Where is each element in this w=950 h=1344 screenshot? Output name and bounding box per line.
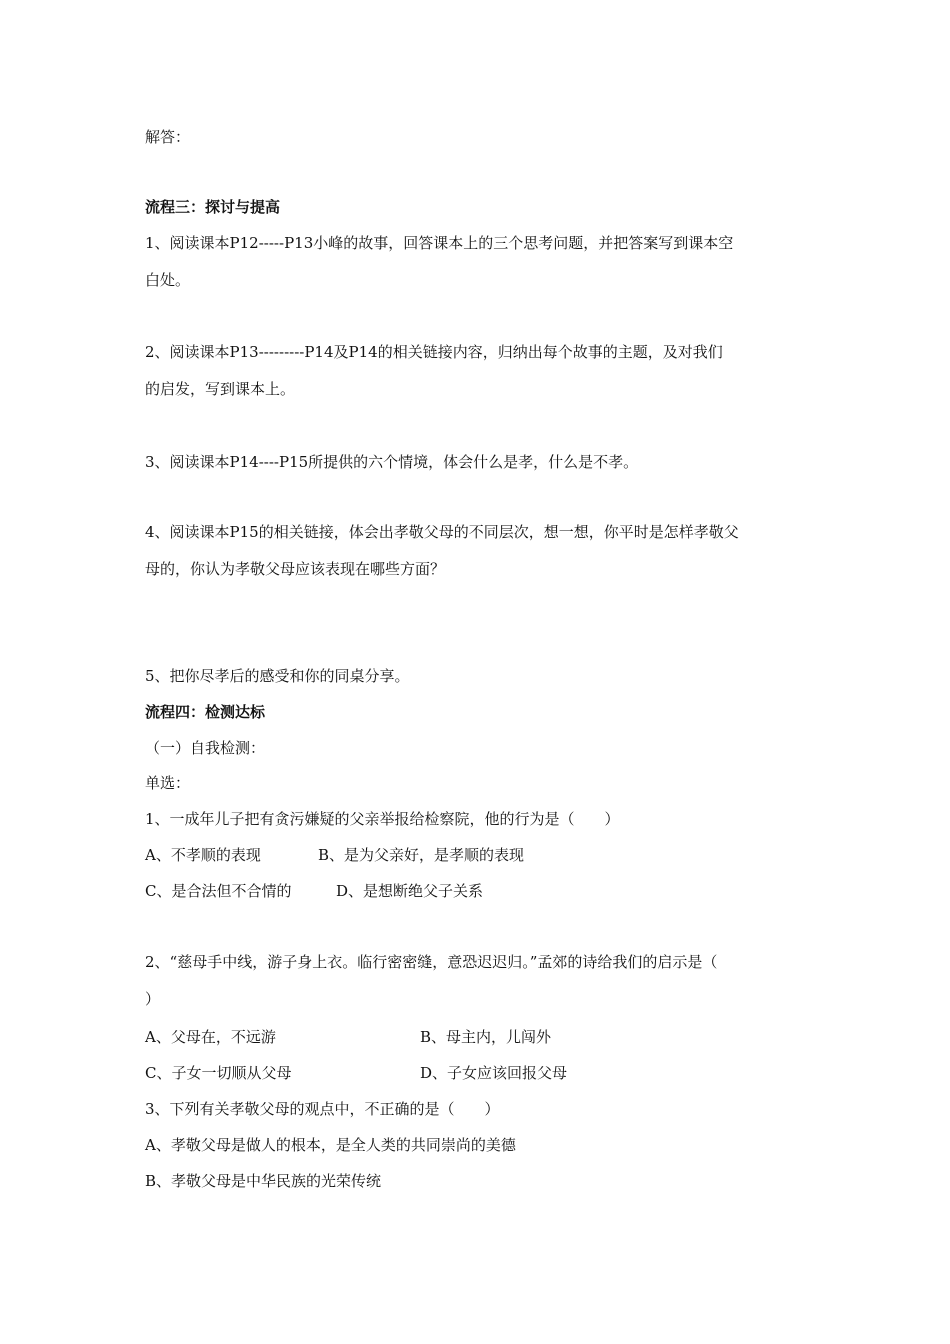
item4-line2: 母的，你认为孝敬父母应该表现在哪些方面？ — [145, 560, 446, 578]
q2-option-a: A、父母在，不远游 — [145, 1028, 276, 1046]
q1-stem: 1、一成年儿子把有贪污嫌疑的父亲举报给检察院，他的行为是（ ） — [145, 810, 620, 828]
q2-option-d: D、子女应该回报父母 — [420, 1064, 568, 1082]
item2-line1: 2、阅读课本P13---------P14及P14的相关链接内容，归纳出每个故事的主题，及对我们 — [145, 343, 723, 361]
item1-line1: 1、阅读课本P12-----P13小峰的故事，回答课本上的三个思考问题，并把答案写到课本空 — [145, 234, 734, 252]
item3-line1: 3、阅读课本P14----P15所提供的六个情境，体会什么是孝，什么是不孝。 — [145, 453, 639, 471]
item1-line2: 白处。 — [145, 271, 191, 289]
q2-stem-line1: 2、“慈母手中线，游子身上衣。临行密密缝，意恐迟迟归。”孟郊的诗给我们的启示是（ — [145, 953, 718, 971]
q3-option-b: B、孝敬父母是中华民族的光荣传统 — [145, 1172, 382, 1190]
q3-stem: 3、下列有关孝敬父母的观点中，不正确的是（ ） — [145, 1100, 500, 1118]
q1-option-b: B、是为父亲好，是孝顺的表现 — [318, 846, 525, 864]
section4-heading: 流程四：检测达标 — [145, 703, 266, 721]
section4-subheading: （一）自我检测： — [145, 739, 266, 757]
q1-option-a: A、不孝顺的表现 — [145, 846, 261, 864]
q1-option-c: C、是合法但不合情的 — [145, 882, 292, 900]
item5-line1: 5、把你尽孝后的感受和你的同桌分享。 — [145, 667, 410, 685]
q2-option-b: B、母主内，儿闯外 — [420, 1028, 552, 1046]
q3-option-a: A、孝敬父母是做人的根本，是全人类的共同崇尚的美德 — [145, 1136, 516, 1154]
item4-line1: 4、阅读课本P15的相关链接，体会出孝敬父母的不同层次，想一想，你平时是怎样孝敬父 — [145, 523, 739, 541]
item2-line2: 的启发，写到课本上。 — [145, 380, 296, 398]
answer-label: 解答： — [145, 128, 191, 146]
q2-option-c: C、子女一切顺从父母 — [145, 1064, 292, 1082]
q2-stem-line2: ） — [145, 990, 161, 1008]
q1-option-d: D、是想断绝父子关系 — [336, 882, 484, 900]
section3-heading: 流程三：探讨与提高 — [145, 198, 281, 216]
question-type-label: 单选： — [145, 774, 191, 792]
